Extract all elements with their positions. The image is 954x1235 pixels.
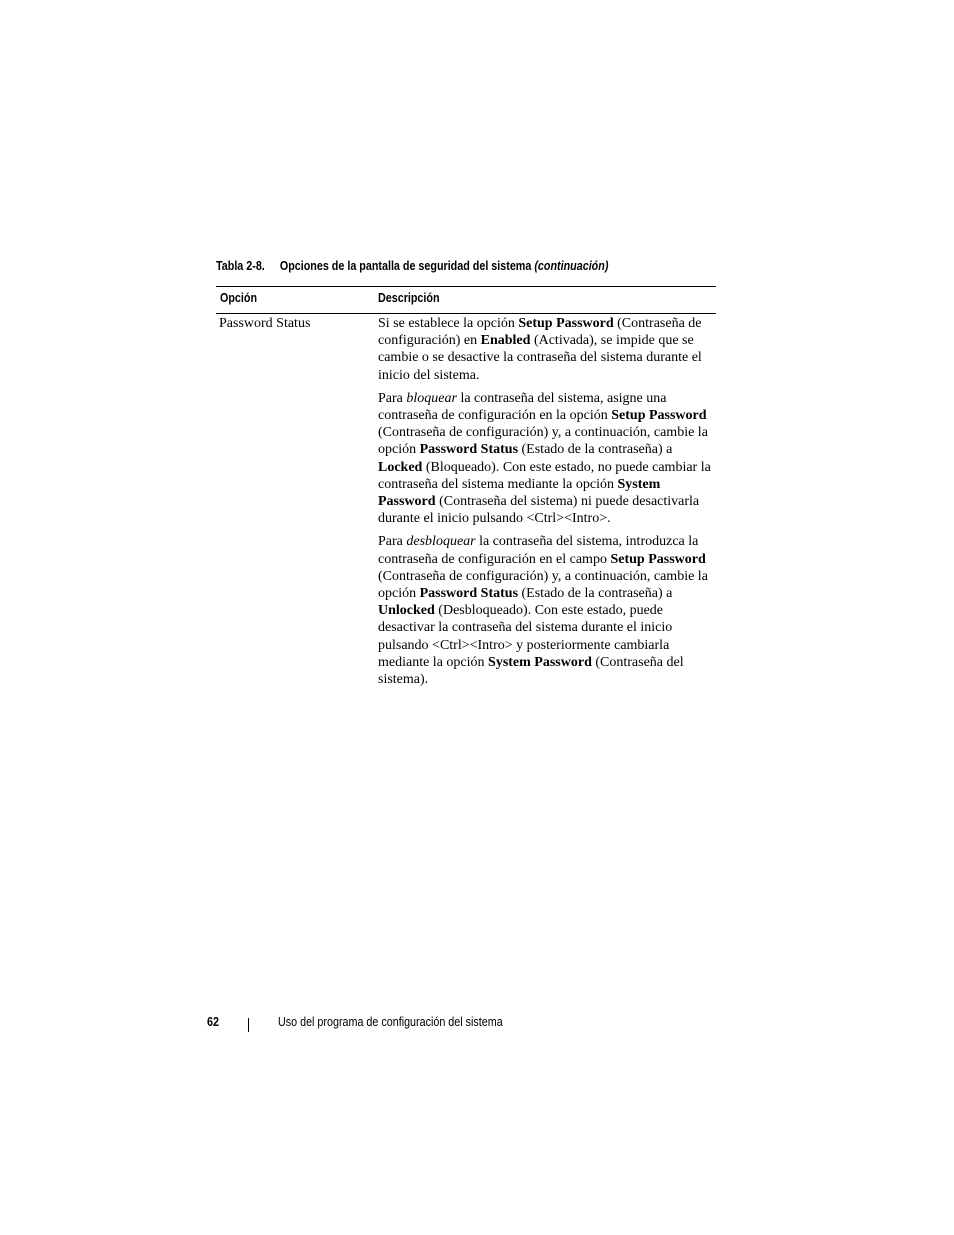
table-title: Opciones de la pantalla de seguridad del sistema <box>279 259 532 273</box>
security-options-table <box>216 286 716 694</box>
table-header-row <box>216 287 716 313</box>
table-row <box>216 314 716 688</box>
footer-section-title: Uso del programa de configuración del sistema <box>278 1015 503 1029</box>
option-cell: Password Status <box>219 316 311 331</box>
footer-separator <box>248 1018 249 1032</box>
table-continuation-label: (continuación) <box>534 259 609 273</box>
description-paragraph-3: Para desbloquear la contraseña del sistema, introduzca la contraseña de configuración en el campo Setup Password (Contraseña de configuración) y, a continuación, cambie la opción Password Status (Estado de la contraseña) a Unlocked (Desbloqueado). Con este estado, puede desactivar la contraseña del sistema durante el inicio pulsando <Ctrl><Intro> y posteriormente cambiarla mediante la opción System Password (Contraseña del sistema). <box>378 534 708 688</box>
description-paragraph-1: Si se establece la opción Setup Password (Contraseña de configuración) en Enabled (Activada), se impide que se cambie o se desactive la contraseña del sistema durante el inicio del sistema. <box>378 316 702 383</box>
page-footer <box>0 1015 954 1035</box>
header-description: Descripción <box>378 291 440 305</box>
page-number: 62 <box>207 1015 219 1029</box>
description-cell <box>378 314 714 688</box>
header-option: Opción <box>220 291 258 305</box>
table-caption <box>216 259 608 273</box>
description-paragraph-2: Para bloquear la contraseña del sistema, asigne una contraseña de configuración en la opción Setup Password (Contraseña de configuración) y, a continuación, cambie la opción Password Status (Estado de la contraseña) a Locked (Bloqueado). Con este estado, no puede cambiar la contraseña del sistema mediante la opción System Password (Contraseña del sistema) ni puede desactivarla durante el inicio pulsando <Ctrl><Intro>. <box>378 390 711 527</box>
table-number: Tabla 2-8. <box>216 259 265 273</box>
